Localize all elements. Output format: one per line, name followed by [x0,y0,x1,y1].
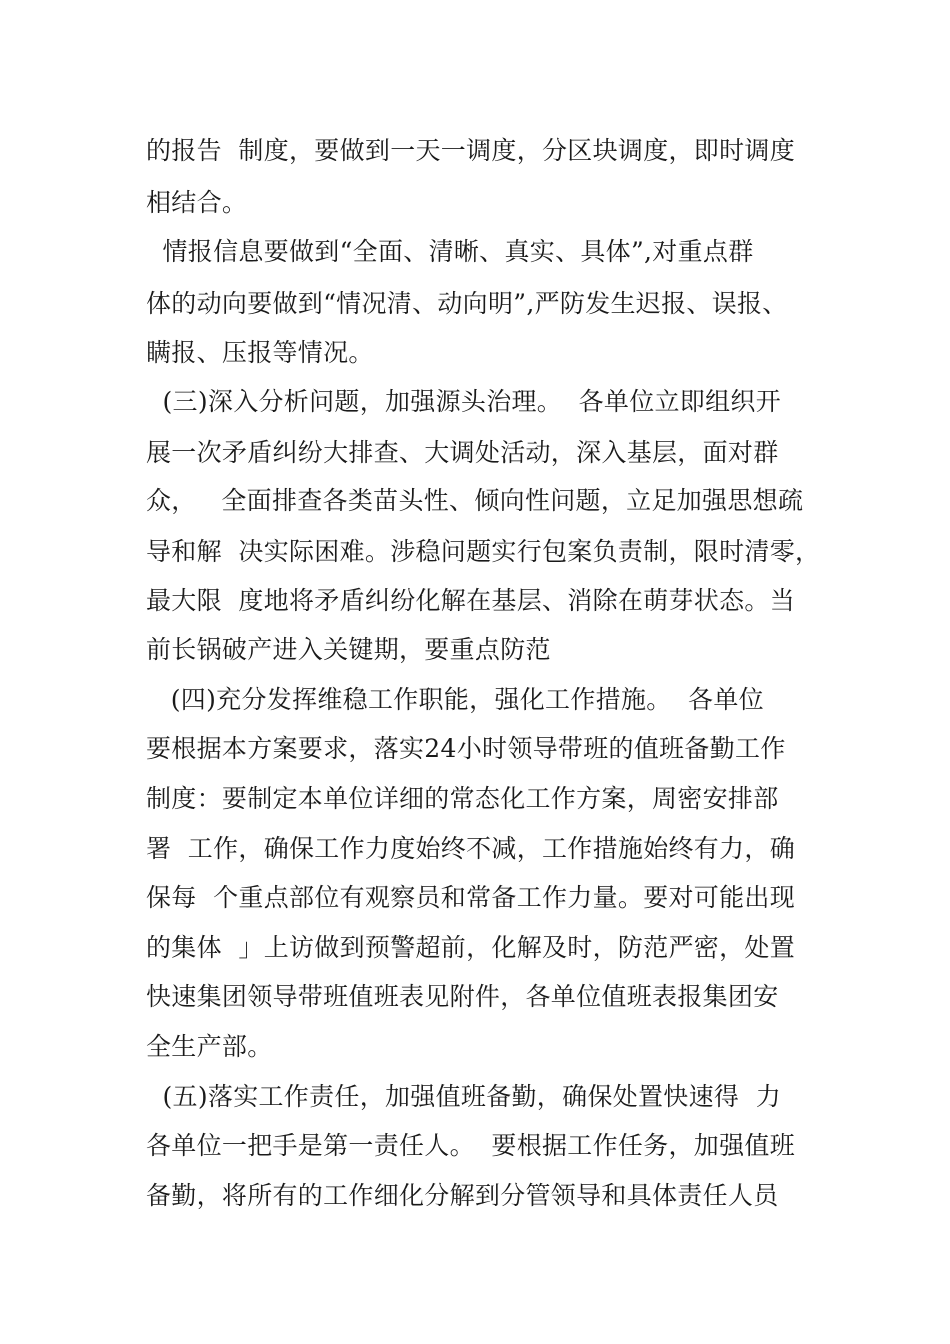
text-line: 制度：要制定本单位详细的常态化工作方案，周密安排部 [146,784,779,813]
text-line: 署 工作，确保工作力度始终不减，工作措施始终有力，确 [146,834,795,863]
text-line: 的报告 制度，要做到一天一调度，分区块调度，即时调度 [146,136,795,165]
text-line: 快速集团领导带班值班表见附件，各单位值班表报集团安 [146,982,779,1011]
text-line: (三)深入分析问题，加强源头治理。 各单位立即组织开 [146,387,781,416]
text-line: 要根据本方案要求，落实24小时领导带班的值班备勤工作 [146,734,786,763]
text-line: 前长锅破产进入关键期，要重点防范 [146,635,551,664]
text-line: 众， 全面排查各类苗头性、倾向性问题，立足加强思想疏 [146,486,804,515]
text-line: (五)落实工作责任，加强值班备勤，确保处置快速得 力 [146,1082,781,1111]
text-line: 各单位一把手是第一责任人。 要根据工作任务，加强值班 [146,1131,795,1160]
text-line: 相结合。 [146,188,248,217]
text-line: 展一次矛盾纠纷大排查、大调处活动，深入基层，面对群 [146,438,779,467]
text-line: 全生产部。 [146,1032,273,1061]
text-line: 最大限 度地将矛盾纠纷化解在基层、消除在萌芽状态。当 [146,586,795,615]
text-line: 的集体 」上访做到预警超前，化解及时，防范严密，处置 [146,933,795,962]
text-line: 备勤，将所有的工作细化分解到分管领导和具体责任人员 [146,1181,779,1210]
text-line: 情报信息要做到“全面、清晰、真实、具体”,对重点群 [146,237,754,266]
text-line: 瞒报、压报等情况。 [146,338,374,367]
text-line: 体的动向要做到“情况清、动向明”,严防发生迟报、误报、 [146,289,788,318]
text-line: 保每 个重点部位有观察员和常备工作力量。要对可能出现 [146,883,795,912]
text-line: (四)充分发挥维稳工作职能，强化工作措施。 各单位 [146,685,764,714]
text-line: 导和解 决实际困难。涉稳问题实行包案负责制，限时清零， [146,537,821,566]
